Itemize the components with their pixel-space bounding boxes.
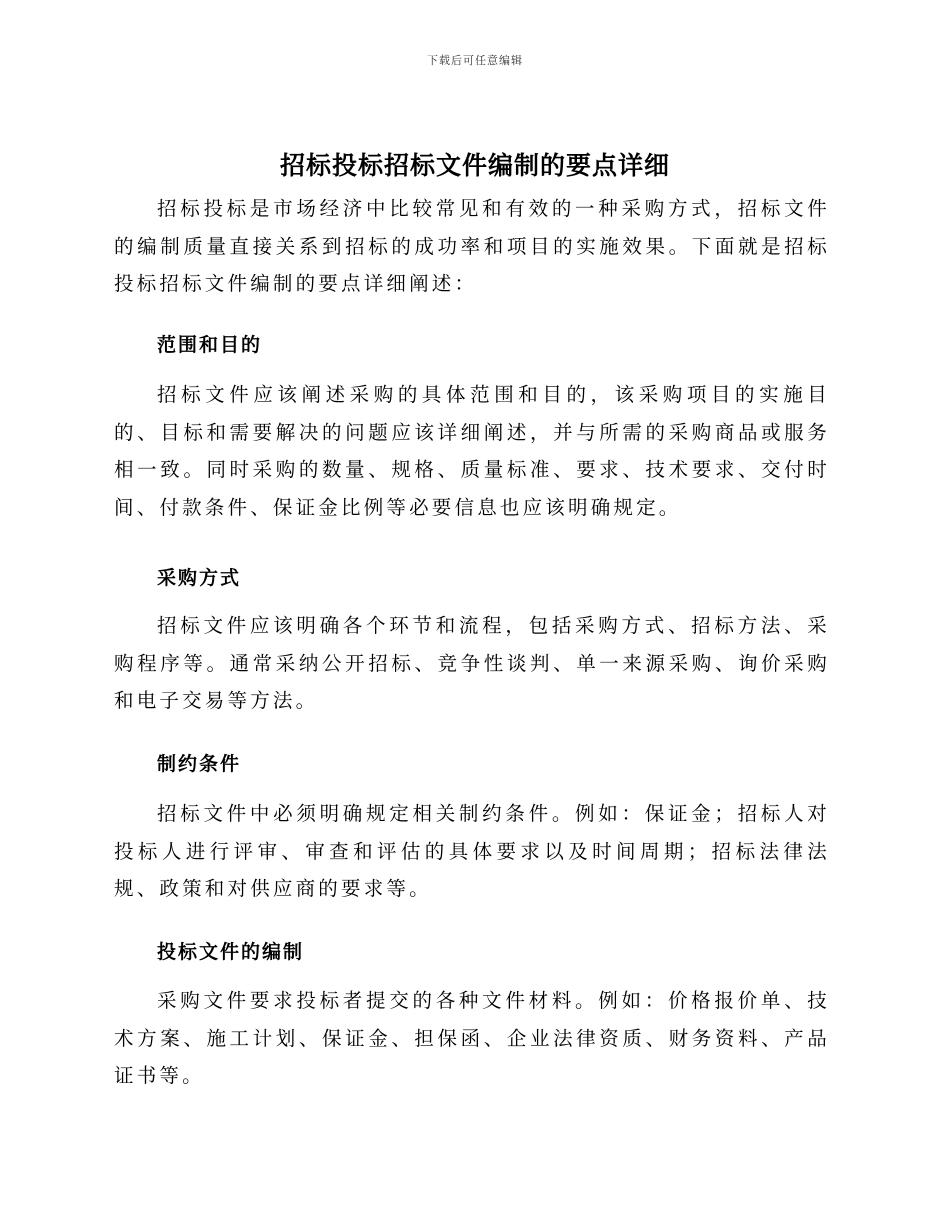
section-text-bid-document: 采购文件要求投标者提交的各种文件材料。例如：价格报价单、技术方案、施工计划、保证金、担保函、企业法律资质、财务资料、产品证书等。 <box>114 989 830 1087</box>
section-text-procurement-method: 招标文件应该明确各个环节和流程，包括采购方式、招标方法、采购程序等。通常采纳公开招标、竞争性谈判、单一来源采购、询价采购和电子交易等方法。 <box>114 614 830 712</box>
section-text-scope: 招标文件应该阐述采购的具体范围和目的，该采购项目的实施目的、目标和需要解决的问题应该详细阐述，并与所需的采购商品或服务相一致。同时采购的数量、规格、质量标准、要求、技术要求、交付时间、付款条件、保证金比例等必要信息也应该明确规定。 <box>114 383 830 519</box>
header-note: 下载后可任意编辑 <box>427 54 523 67</box>
section-heading-constraints: 制约条件 <box>157 753 242 775</box>
intro-paragraph: 招标投标是市场经济中比较常见和有效的一种采购方式，招标文件的编制质量直接关系到招标的成功率和项目的实施效果。下面就是招标投标招标文件编制的要点详细阐述： <box>114 197 830 295</box>
section-heading-bid-document: 投标文件的编制 <box>157 941 305 963</box>
section-heading-procurement-method: 采购方式 <box>157 567 242 589</box>
document-title: 招标投标招标文件编制的要点详细 <box>279 151 670 180</box>
section-heading-scope: 范围和目的 <box>157 334 263 356</box>
section-text-constraints: 招标文件中必须明确规定相关制约条件。例如：保证金；招标人对投标人进行评审、审查和评估的具体要求以及时间周期；招标法律法规、政策和对供应商的要求等。 <box>114 802 830 900</box>
